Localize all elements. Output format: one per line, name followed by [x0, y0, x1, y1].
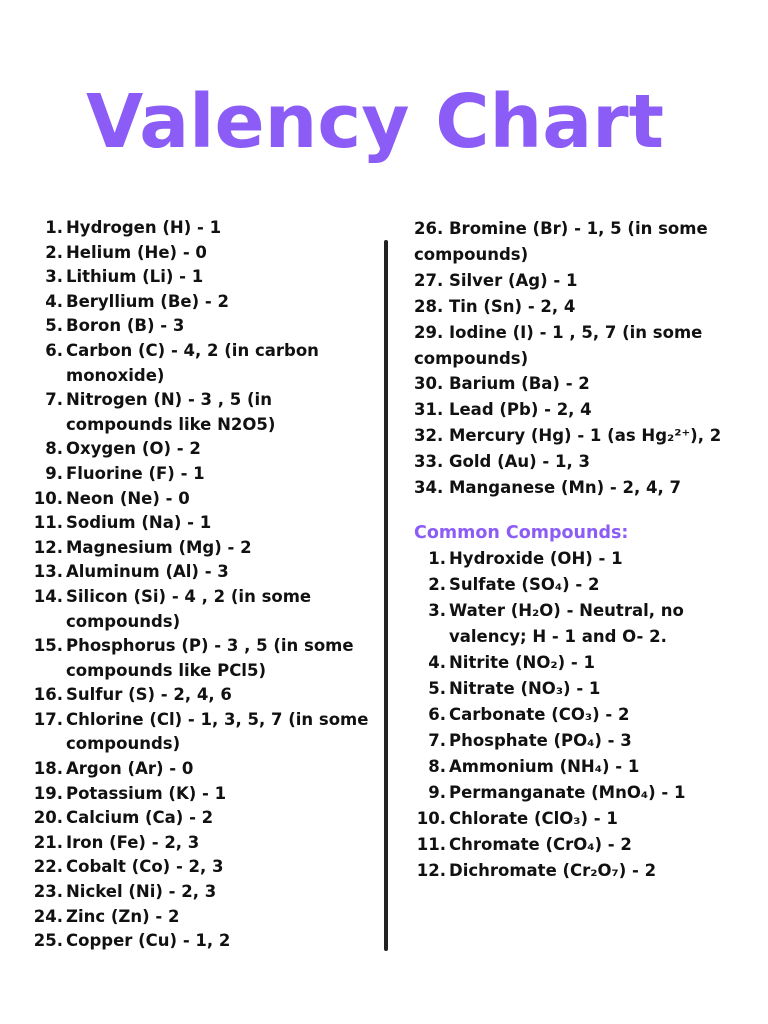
list-item: 29. Iodine (I) - 1 , 5, 7 (in some compounds)	[414, 322, 703, 368]
compound-item	[414, 546, 754, 572]
list-item-text: Lithium (Li) - 1	[66, 267, 204, 287]
list-item-text: Oxygen (O) - 2	[66, 439, 201, 459]
list-item	[0, 708, 384, 757]
list-item	[0, 634, 384, 683]
list-item-number: 11.	[33, 513, 63, 533]
list-item-number: 16.	[33, 685, 63, 705]
list-item-text: Beryllium (Be) - 2	[66, 291, 229, 311]
list-item-text: Nitrogen (N) - 3 , 5 (in compounds like N2O5)	[66, 390, 276, 434]
list-item	[0, 560, 384, 585]
list-item-number: 17.	[33, 709, 63, 729]
compound-item	[414, 780, 754, 806]
list-item-number: 13.	[33, 562, 63, 582]
list-item-number: 19.	[33, 783, 63, 803]
compound-item-text: Chlorate (ClO₃) - 1	[449, 808, 618, 828]
list-item	[0, 757, 384, 782]
list-item-text: Phosphorus (P) - 3 , 5 (in some compounds like PCl5)	[66, 636, 354, 680]
compound-item-text: Water (H₂O) - Neutral, no valency; H - 1 and O- 2.	[449, 600, 684, 646]
compound-item	[414, 754, 754, 780]
compound-item-text: Chromate (CrO₄) - 2	[449, 834, 632, 854]
list-item-text: Sulfur (S) - 2, 4, 6	[66, 685, 232, 705]
list-item	[0, 536, 384, 561]
compound-item-text: Ammonium (NH₄) - 1	[449, 756, 640, 776]
list-item-number: 9.	[45, 463, 63, 483]
list-item-text: Neon (Ne) - 0	[66, 488, 190, 508]
list-item-text: Aluminum (Al) - 3	[66, 562, 229, 582]
compound-item	[414, 676, 754, 702]
list-item-text: Hydrogen (H) - 1	[66, 218, 222, 237]
list-item	[0, 782, 384, 807]
list-item-number: 21.	[33, 832, 63, 852]
element-list-left	[0, 216, 384, 954]
list-item-text: Helium (He) - 0	[66, 242, 207, 262]
compound-item-number: 4.	[428, 652, 446, 672]
compound-item-text: Nitrate (NO₃) - 1	[449, 678, 601, 698]
compounds-heading: Common Compounds:	[414, 522, 629, 543]
compound-item-number: 3.	[428, 600, 446, 620]
list-item-text: Sodium (Na) - 1	[66, 513, 212, 533]
list-item-number: 25.	[33, 931, 63, 951]
list-item-text: Iron (Fe) - 2, 3	[66, 832, 200, 852]
list-item-text: Nickel (Ni) - 2, 3	[66, 882, 217, 902]
list-item: 33. Gold (Au) - 1, 3	[414, 452, 590, 472]
list-item-text: Argon (Ar) - 0	[66, 759, 194, 779]
list-item	[0, 929, 384, 954]
compound-item-number: 6.	[428, 704, 446, 724]
compound-item-number: 5.	[428, 678, 446, 698]
page-title: Valency Chart	[85, 79, 665, 165]
compound-item	[414, 832, 754, 858]
list-item-text: Zinc (Zn) - 2	[66, 906, 180, 926]
list-item-text: Boron (B) - 3	[66, 316, 185, 336]
list-item-number: 23.	[33, 882, 63, 902]
compound-item-number: 12.	[416, 860, 446, 880]
compound-item	[414, 650, 754, 676]
list-item	[0, 855, 384, 880]
list-item-number: 24.	[33, 906, 63, 926]
compound-item-number: 9.	[428, 782, 446, 802]
compound-item	[414, 572, 754, 598]
compound-item-number: 2.	[428, 574, 446, 594]
list-item	[0, 585, 384, 634]
compound-item-number: 1.	[428, 548, 446, 568]
list-item-number: 20.	[33, 808, 63, 828]
list-item: 30. Barium (Ba) - 2	[414, 374, 590, 394]
list-item	[0, 437, 384, 462]
compound-item-text: Sulfate (SO₄) - 2	[449, 574, 600, 594]
list-item	[0, 314, 384, 339]
list-item-text: Potassium (K) - 1	[66, 783, 227, 803]
list-item: 34. Manganese (Mn) - 2, 4, 7	[414, 478, 681, 498]
list-item-text: Fluorine (F) - 1	[66, 463, 205, 483]
list-item-number: 14.	[33, 586, 63, 606]
compound-item-number: 11.	[416, 834, 446, 854]
list-item: 27. Silver (Ag) - 1	[414, 270, 578, 290]
list-item	[0, 216, 384, 241]
list-item-number: 22.	[33, 857, 63, 877]
compounds-list	[414, 546, 754, 884]
list-item: 32. Mercury (Hg) - 1 (as Hg₂²⁺), 2	[414, 426, 722, 446]
list-item-number: 18.	[33, 759, 63, 779]
list-item-number: 6.	[45, 340, 63, 360]
compound-item-number: 7.	[428, 730, 446, 750]
list-item-number: 10.	[33, 488, 63, 508]
list-item-number: 15.	[33, 636, 63, 656]
list-item-number: 1.	[45, 218, 63, 237]
compound-item	[414, 858, 754, 884]
list-item	[0, 905, 384, 930]
list-item	[0, 290, 384, 315]
list-item-text: Carbon (C) - 4, 2 (in carbon monoxide)	[66, 340, 319, 385]
list-item: 26. Bromine (Br) - 1, 5 (in some compounds)	[414, 219, 708, 264]
list-item	[0, 683, 384, 708]
compound-item-text: Hydroxide (OH) - 1	[449, 548, 623, 568]
list-item	[0, 511, 384, 536]
list-item-text: Silicon (Si) - 4 , 2 (in some compounds)	[66, 586, 312, 631]
list-item: 28. Tin (Sn) - 2, 4	[414, 296, 576, 316]
list-item-number: 3.	[45, 267, 63, 287]
list-item-number: 12.	[33, 537, 63, 557]
list-item-text: Cobalt (Co) - 2, 3	[66, 857, 224, 877]
list-item-number: 2.	[45, 242, 63, 262]
compound-item-number: 10.	[416, 808, 446, 828]
column-divider	[384, 240, 388, 951]
list-item	[0, 462, 384, 487]
compound-item	[414, 806, 754, 832]
list-item-number: 4.	[45, 291, 63, 311]
list-item-number: 5.	[45, 316, 63, 336]
list-item-number: 8.	[45, 439, 63, 459]
list-item-number: 7.	[45, 390, 63, 410]
list-item-text: Chlorine (Cl) - 1, 3, 5, 7 (in some compounds)	[66, 709, 369, 754]
list-item	[0, 241, 384, 266]
list-item-text: Copper (Cu) - 1, 2	[66, 931, 231, 951]
compound-item	[414, 702, 754, 728]
compound-item-text: Dichromate (Cr₂O₇) - 2	[449, 860, 657, 880]
compound-item-text: Carbonate (CO₃) - 2	[449, 704, 630, 724]
element-list-right	[414, 216, 754, 501]
list-item	[0, 388, 384, 437]
list-item	[0, 806, 384, 831]
compound-item-text: Permanganate (MnO₄) - 1	[449, 782, 686, 802]
list-item-text: Calcium (Ca) - 2	[66, 808, 214, 828]
list-item: 31. Lead (Pb) - 2, 4	[414, 400, 592, 420]
compound-item-text: Phosphate (PO₄) - 3	[449, 730, 632, 750]
compound-item-number: 8.	[428, 756, 446, 776]
list-item	[0, 880, 384, 905]
list-item	[0, 831, 384, 856]
list-item	[0, 265, 384, 290]
compound-item-text: Nitrite (NO₂) - 1	[449, 652, 595, 672]
list-item	[0, 487, 384, 512]
right-column	[414, 216, 754, 884]
list-item	[0, 339, 384, 388]
list-item-text: Magnesium (Mg) - 2	[66, 537, 252, 557]
compound-item	[414, 728, 754, 754]
compound-item	[414, 598, 754, 650]
